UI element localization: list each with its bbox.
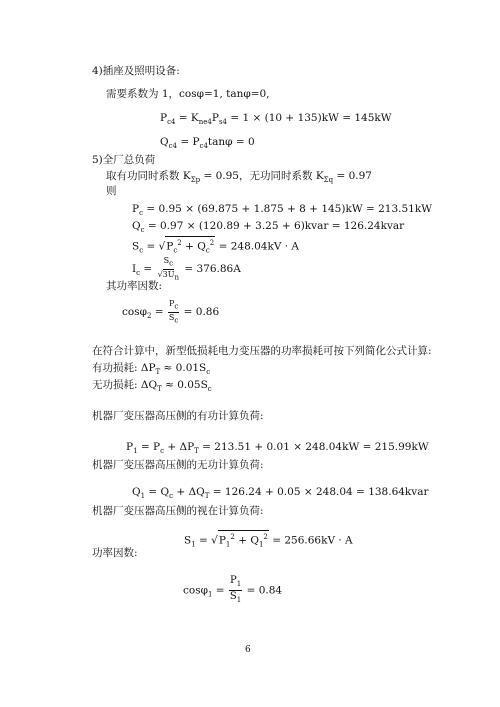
pc4-symbol: P [160,112,168,124]
simultaneity-coefficients: 取有功同时系数 $K_{\Sigma p} = 0.95$，无功同时系数 $K_{\Sigma q} = 0.97$ [106,170,372,185]
p1-rhs: = P [137,441,161,453]
reactive-loss-value: ≈ 0.05S [161,379,208,391]
p1-value: = 213.51 + 0.01 × 248.04kW = 215.99kW [198,441,429,453]
section-4-heading: 4)插座及照明设备: [92,65,180,77]
reactive-load-label: 机器厂变压器高压侧的无功计算负荷: [92,459,264,471]
q1-equation: $Q_1 = Q_c + \Delta Q_T = 126.24 + 0.05 \times 248.04$ = 138.64kvar [132,486,429,501]
active-loss-label: 有功损耗: ΔP [92,362,156,374]
power-factor-label-1: 其功率因数: [106,280,163,292]
then-text: 则 [106,185,117,197]
cos-phi2-equation: cosφ$_2$ = $\frac{P_c}{S_c}$ = 0.86 [122,299,220,325]
pc4-result: = 1 × (10 + 135)kW = 145kW [227,112,392,124]
active-load-label: 机器厂变压器高压侧的有功计算负荷: [92,410,264,422]
transformer-intro: 在符合计算中，新型低损耗电力变压器的功率损耗可按下列简化公式计算: [92,345,432,357]
active-coeff-label: 取有功同时系数 K [106,170,191,182]
pc4-equation: $P_{c4} = K_{ne4}P_{s4} = 1 \times (10 + 135)kW = 145kW$ [160,112,392,127]
qc4-symbol: Q [160,136,169,148]
reactive-loss-line: 无功损耗: $\Delta Q_T \approx 0.05S_c$ [92,379,212,394]
q1-value: = 126.24 + 0.05 × 248.04 = 138.64kvar [209,486,429,498]
s1-value: = 256.66kV · A [268,534,353,547]
pc-value: = 0.95 × (69.875 + 1.875 + 8 + 145)kW = 213.51kW [143,203,432,215]
active-loss-line: 有功损耗: $\Delta P_T \approx 0.01S_c$ [92,362,211,377]
pc4-rhs: = K [175,112,199,124]
ic-value: = 376.86A [181,263,241,276]
cos-phi1-equation: cosφ$_1$ = $\frac{P_1}{S_1}$ = 0.84 [183,575,283,604]
cos-phi1-value: = 0.84 [243,584,283,597]
qc-equation: $Q_c = 0.97 \times (120.89 + 3.25$ + 6)kvar = 126.24kvar [132,220,405,235]
reactive-loss-label: 无功损耗: ΔQ [92,379,158,391]
qc4-result: = 0 [232,136,255,148]
active-loss-value: ≈ 0.01S [160,362,207,374]
p1-equation: $P_1 = P_c + \Delta P_T = 213.51 + 0.01 \times 248.04kW = 215.99kW$ [126,441,429,456]
qc4-equation: $Q_{c4} = P_{c4}\tan\varphi = 0$ [160,136,255,151]
sc-value: = 248.04kV · A [215,240,300,253]
pc-equation: $P_c = 0.95 \times (69.875 + 1.875 + 8 + 145)kW = 213.51kW$ [132,203,432,218]
sc-equation: $S_c = √P_c^2 + Q_c^2 = 248.04kV \cdot A$ [132,236,299,258]
s1-equation: $S_1 = √P_1^2 + Q_1^2 = 256.66kV \cdot A$ [184,530,353,552]
power-factor-label-2: 功率因数: [92,547,138,559]
active-coeff-value: = 0.95，无功同时系数 K [200,170,324,182]
cos-phi2-value: = 0.86 [180,306,220,319]
section-5-heading: 5)全厂总负荷 [92,154,156,166]
reactive-coeff-value: = 0.97 [333,170,372,182]
demand-coefficient-text: 需要系数为 1，cosφ=1, tanφ=0, [106,88,270,100]
qc-value: = 0.97 × (120.89 + 3.25 + 6)kvar = 126.24kvar [144,220,405,232]
apparent-load-label: 机器厂变压器高压侧的视在计算负荷: [92,505,264,517]
ic-equation: $I_c$ = $\frac{S_c}{√3U_n}$ = 376.86A [132,256,241,282]
page-number: 6 [245,645,251,655]
